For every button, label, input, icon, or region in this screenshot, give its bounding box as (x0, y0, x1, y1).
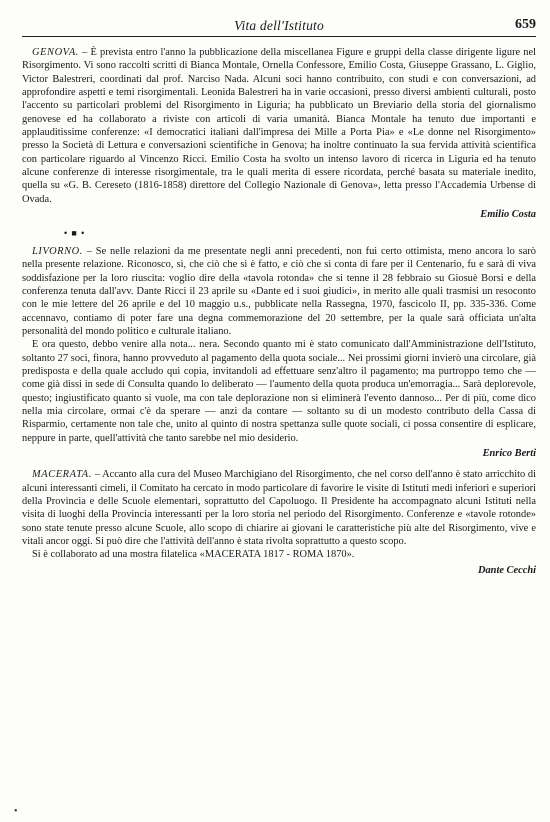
place-heading-genova: GENOVA. (32, 47, 80, 58)
footer-mark: • (14, 806, 18, 817)
macerata-text-2: Si è collaborato ad una mostra filatelica «MACERATA 1817 - ROMA 1870». (32, 549, 355, 561)
section-macerata (22, 468, 536, 548)
signature-macerata: Dante Cecchi (477, 564, 536, 576)
section-livorno (22, 245, 536, 338)
signature-livorno: Enrico Berti (482, 447, 536, 459)
section-genova (22, 46, 536, 206)
livorno-text-1: – Se nelle relazioni da me presentate negli anni precedenti, non fui certo ottimista, meno ancora lo sarò nella presente relazione. Riconosco, sì, che ciò che si è fatto, e ciò che si conta di fare per il Centenario, fu e sarà di viva soddisfazione per la loro riuscita: voglio dire della «tavola rotonda» che si tenne il 28 febbraio su Giosuè Borsi e della conferenza tenuta dall'avv. Dante Ricci il 23 aprile su «Dante ed i suoi giudici», in merito alle quali trasmisi un resoconto con le mie lettere del 26 aprile e del 10 maggio u.s., pubblicate nella Rassegna, 1970, fascicolo II, pp. 335-336. Come accennavo, contiamo di poter fare una degna commemorazione del 20 settembre, per la quale sarà officiata un'alta personalità del mondo politico e culturale italiano. (22, 245, 536, 337)
place-heading-livorno: LIVORNO. (32, 245, 83, 257)
place-heading-macerata: MACERATA. (32, 469, 92, 481)
page-header (22, 10, 536, 37)
running-title: Vita dell'Istituto (234, 18, 324, 33)
article-body (22, 46, 536, 577)
genova-text: – È prevista entro l'anno la pubblicazione della miscellanea Figure e gruppi della classe dirigente ligure nel Risorgimento. Vi sono raccolti scritti di Bianca Montale, Ornella Confessore, Emilio Costa, Giuseppe Grassano, L. Giglio, Victor Balestreri, coordinati dal prof. Narciso Nada. Alcuni soci hanno contribuito, con studi e con conversazioni, ad approfondire aspetti e temi risorgimentali. Leonida Balestreri ha in varie occasioni, presso diversi ambienti culturali, posto l'accento su particolari problemi del Risorgimento in Liguria; ha pubblicato un Breviario della storia del giornalismo genovese ed ha collaborato a riviste con articoli di varia umanità. Bianca Montale ha tenuto due importanti e applauditissime conferenze: «I democratici italiani dall'impresa dei Mille a Porta Pia» e «Le donne nel Risorgimento» presso la Società di Lettura e conversazioni scientifiche in Genova; ha inoltre continuato la sua fervida attività scientifica con particolare riguardo al Vincenzo Ricci. Emilio Costa ha svolto un intenso lavoro di ricerca in Liguria ed ha tenuto alcune conferenze di interesse risorgimentale, tra le quali merita di essere ricordata, perché basata su materiale inedito, quella su «G. B. Cereseto (1816-1858) direttore del Collegio Nazionale di Genova», letta presso l'Accademia Urbense di Ovada. (22, 47, 536, 205)
livorno-text-2: E ora questo, debbo venire alla nota... nera. Secondo quanto mi è stato comunicato dall'Amministrazione dell'Istituto, soltanto 27 soci, finora, hanno provveduto al pagamento della quota sociale... Nei prossimi giorni invierò una circolare, già predisposta e della quale accludo qui copia, invitandoli ad effettuare senz'altro il pagamento; ma purtroppo temo che — come già dissi in sede di Consulta quando lo deliberato — l'aumento della quota produca un'emorragia... Sarà deplorevole, questo; ingiustificato quanto si vuole, ma con tale deplorazione non si eliminerà l'evento dannoso... Per di più, come dico nella mia circolare, ormai c'è da sperare — anzi da contare — soltanto su di un modesto contributo della Cassa di Risparmio, certamente non tale che, unito al quinto di nostra spettanza sulle quote sociali, ci possa consentire di esplicare, neppure in parte, quell'attività che tanto sarebbe nel mio desiderio. (22, 339, 536, 444)
signature-genova: Emilio Costa (480, 209, 536, 221)
section-separator: • ■ • (64, 228, 86, 239)
page-number: 659 (515, 17, 536, 32)
macerata-text-1: – Accanto alla cura del Museo Marchigiano del Risorgimento, che nel corso dell'anno è stato arricchito di alcuni interessanti cimeli, il Comitato ha cercato in modo particolare di favorire le visite di Istituti medi inferiori e superiori della Provincia e delle Scuole elementari, soprattutto del Capoluogo. Il Presidente ha accompagnato alcuni Istituti nella visita di luoghi della Provincia interessanti per la loro storia nel periodo del Risorgimento. Conferenze e «tavole rotonde» sono state tenute presso alcune Scuole, allo scopo di chiarire ai giovani le caratteristiche più alte del Risorgimento, vive e vitali ancor oggi. Si può dire che l'attività dell'anno è stata rivolta soprattutto a questo scopo. (22, 469, 536, 548)
